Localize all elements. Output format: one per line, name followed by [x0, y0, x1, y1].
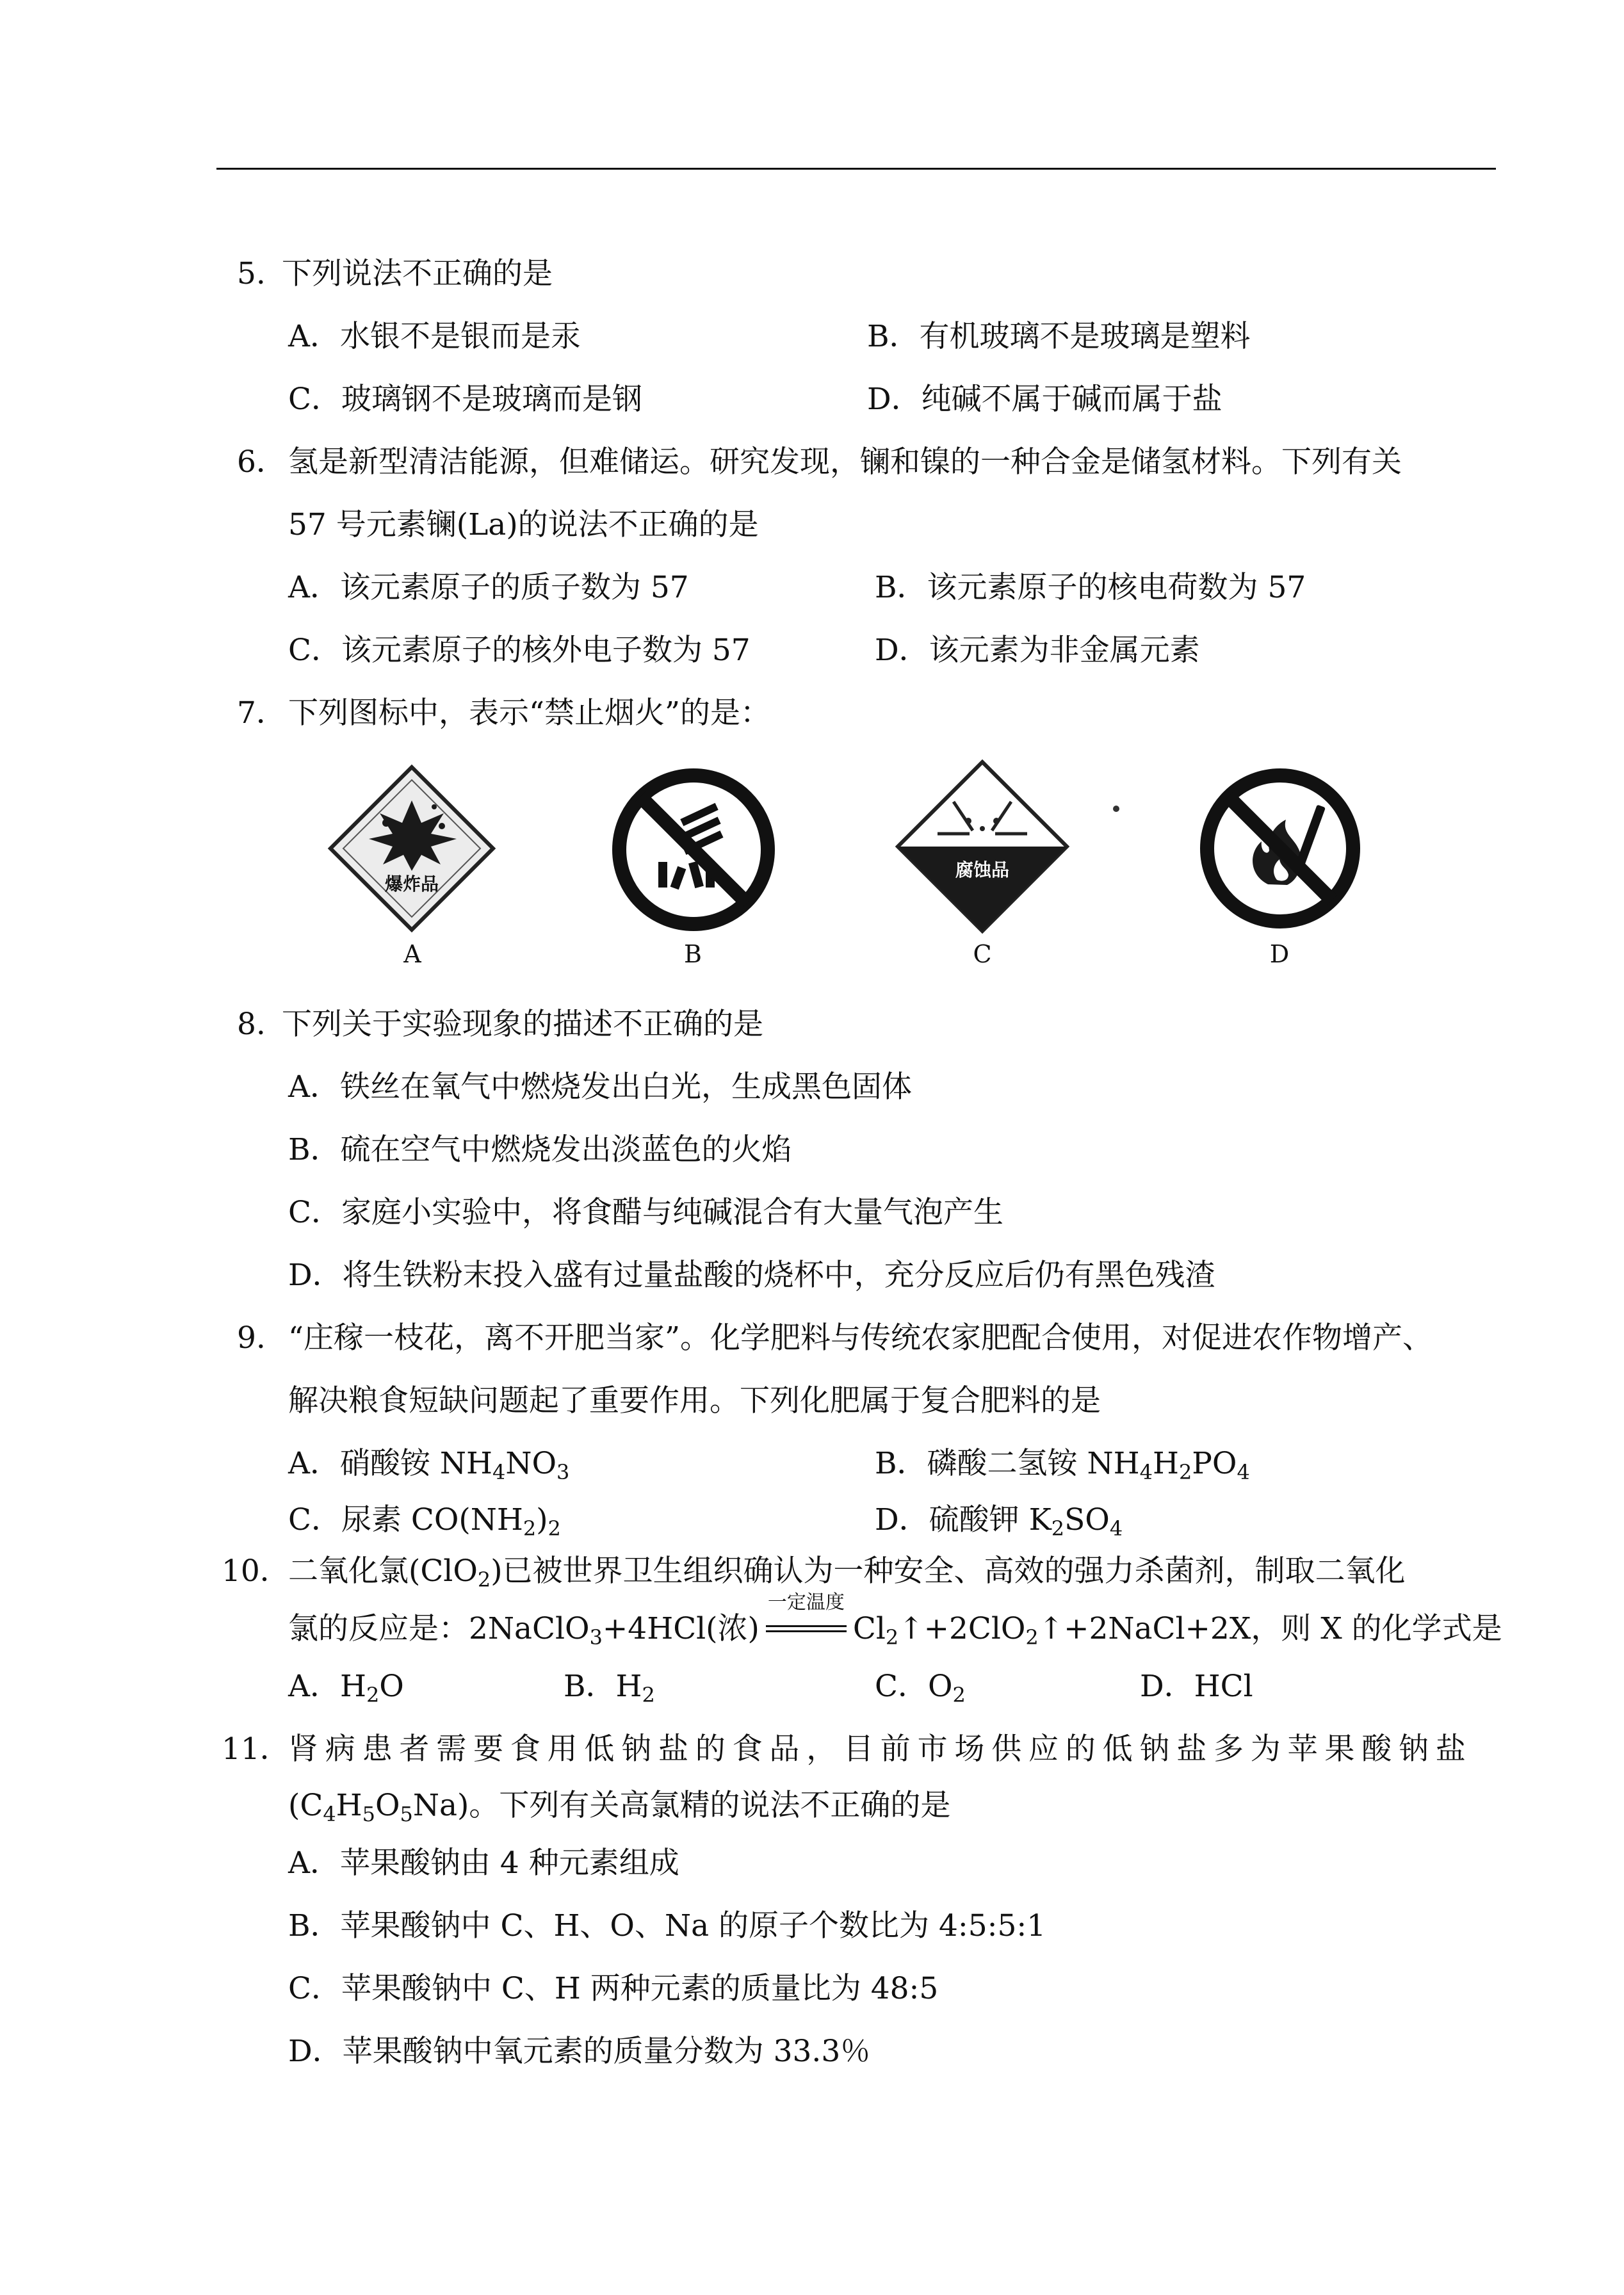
q9-stem-line1: “庄稼一枝花，离不开肥当家”。化学肥料与传统农家肥配合使用，对促进农作物增产、: [288, 1320, 1433, 1356]
q6-option-b: B．该元素原子的核电荷数为 57: [875, 570, 1306, 605]
q11-number: 11．: [222, 1731, 290, 1767]
q7-icon-label-b: B: [684, 940, 702, 968]
q11-option-a: A．苹果酸钠由 4 种元素组成: [288, 1845, 679, 1881]
q7-number: 7．: [237, 695, 286, 731]
q6-number: 6．: [237, 444, 286, 480]
q5-number: 5.: [237, 256, 266, 291]
q9-option-b: B．磷酸二氢铵 $NH_4H_2PO_4$: [875, 1446, 1250, 1484]
reaction-condition-sign: 一定温度: [762, 1610, 850, 1648]
scan-speck: [1113, 806, 1119, 812]
explosive-sign-text: 爆炸品: [384, 873, 439, 895]
q11-option-c: C．苹果酸钠中 C、H 两种元素的质量比为 48:5: [288, 1971, 939, 2006]
q7-icon-label-c: C: [973, 940, 992, 968]
q8-number: 8.: [237, 1007, 266, 1042]
q10-option-a: A．$H_2O$: [288, 1669, 404, 1707]
q11-stem-line2: $(C_4H_5O_5Na)$。下列有关高氯精的说法不正确的是: [288, 1788, 951, 1826]
q7-stem: 下列图标中，表示“禁止烟火”的是：: [288, 695, 771, 731]
q8-option-c: C．家庭小实验中，将食醋与纯碱混合有大量气泡产生: [288, 1195, 1003, 1230]
q5-option-c: C．玻璃钢不是玻璃而是钢: [288, 382, 642, 417]
q5-stem: 下列说法不正确的是: [282, 256, 553, 291]
q8-option-b: B．硫在空气中燃烧发出淡蓝色的火焰: [288, 1132, 792, 1167]
no-fire-icon: [1198, 766, 1363, 931]
q11-option-b: B．苹果酸钠中 C、H、O、Na 的原子个数比为 4:5:5:1: [288, 1908, 1046, 1943]
q6-option-c: C．该元素原子的核外电子数为 57: [288, 633, 751, 668]
q11-stem-line1: 肾病患者需要食用低钠盐的食品，目前市场供应的低钠盐多为苹果酸钠盐: [288, 1731, 1473, 1767]
q8-stem: 下列关于实验现象的描述不正确的是: [282, 1007, 763, 1042]
q9-number: 9.: [237, 1320, 266, 1356]
q10-stem-line1: 二氧化氯(ClO$_2$)已被世界卫生组织确认为一种安全、高效的强力杀菌剂，制取二氧化: [288, 1553, 1406, 1592]
q6-stem-line1: 氢是新型清洁能源，但难储运。研究发现，镧和镍的一种合金是储氢材料。下列有关: [288, 444, 1402, 480]
corrosive-sign-text: 腐蚀品: [955, 859, 1010, 880]
q10-option-b: B．$H_2$: [564, 1669, 655, 1707]
q10-number: 10．: [222, 1553, 290, 1589]
q10-stem-line2: 氯的反应是：2NaClO$_3$+4HCl(浓) 一定温度 $Cl_2↑+2ClO_2↑+2NaCl+2X$，则 X 的化学式是: [288, 1591, 1502, 1650]
q6-option-d: D．该元素为非金属元素: [875, 633, 1200, 668]
q7-icon-label-a: A: [403, 940, 421, 968]
q5-option-b: B．有机玻璃不是玻璃是塑料: [867, 319, 1251, 354]
q11-option-d: D．苹果酸钠中氧元素的质量分数为 33.3％: [288, 2034, 871, 2069]
q6-option-a: A．该元素原子的质子数为 57: [288, 570, 689, 605]
q6-stem-line2: 57 号元素镧(La)的说法不正确的是: [288, 507, 759, 542]
q5-option-a: A．水银不是银而是汞: [288, 319, 581, 354]
q8-option-d: D．将生铁粉末投入盛有过量盐酸的烧杯中，充分反应后仍有黑色残渣: [288, 1258, 1215, 1293]
q9-option-a: A．硝酸铵 $NH_4NO_3$: [288, 1446, 570, 1484]
q9-stem-line2: 解决粮食短缺问题起了重要作用。下列化肥属于复合肥料的是: [288, 1383, 1101, 1418]
q8-option-a: A．铁丝在氧气中燃烧发出白光，生成黑色固体: [288, 1069, 912, 1105]
q9-option-c: C．尿素 $CO(NH_2)_2$: [288, 1502, 561, 1541]
corrosive-hazard-icon: [893, 757, 1072, 936]
q9-option-d: D．硫酸钾 $K_2SO_4$: [875, 1502, 1123, 1541]
q10-option-c: C．$O_2$: [875, 1669, 966, 1707]
header-rule: [216, 168, 1496, 170]
q5-option-d: D．纯碱不属于碱而属于盐: [867, 382, 1222, 417]
q10-option-d: D．HCl: [1140, 1669, 1253, 1704]
q7-icon-label-d: D: [1269, 940, 1290, 968]
explosive-hazard-icon: [325, 762, 498, 935]
no-stacking-fuel-icon: [610, 766, 777, 934]
